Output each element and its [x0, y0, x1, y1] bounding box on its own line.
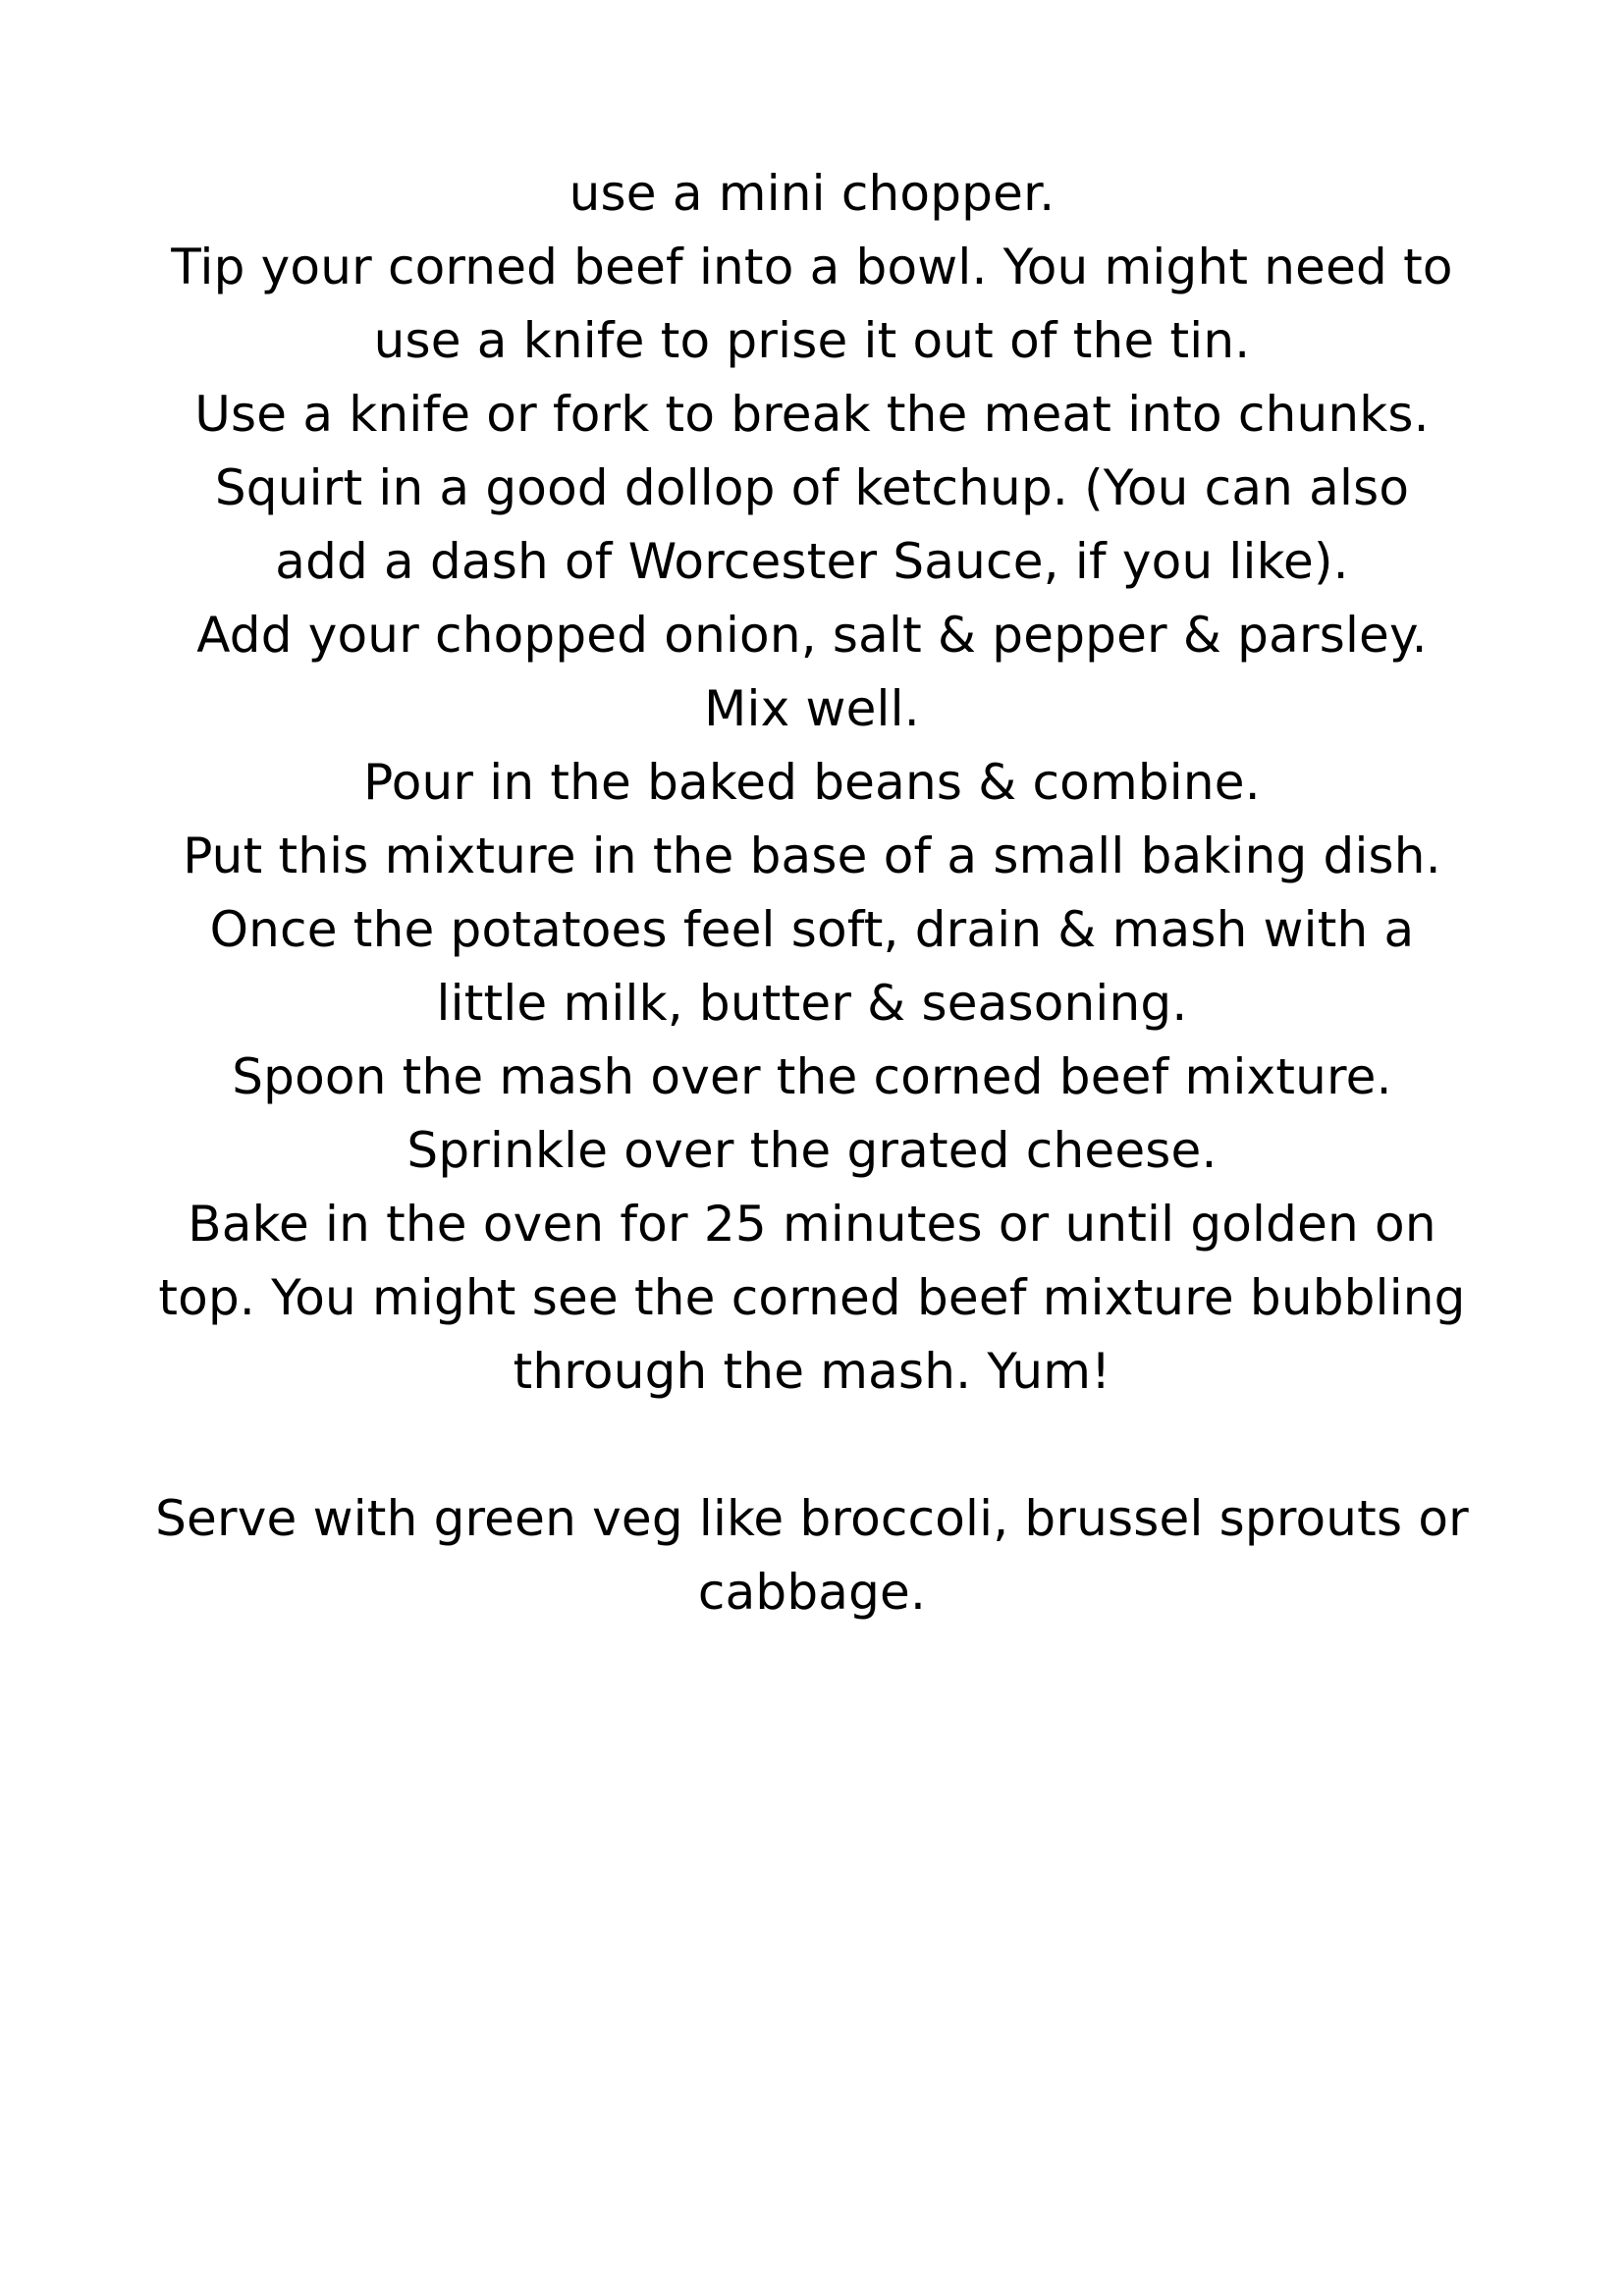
method-line: Sprinkle over the grated cheese.: [406, 1122, 1218, 1179]
method-line: Tip your corned beef into a bowl. You might need to: [171, 239, 1453, 295]
method-line: Use a knife or fork to break the meat into chunks.: [194, 386, 1430, 443]
method-line: use a knife to prise it out of the tin.: [373, 312, 1251, 369]
serving-suggestion-line: Serve with green veg like broccoli, brussel sprouts or: [155, 1490, 1469, 1547]
method-line: Pour in the baked beans & combine.: [363, 754, 1261, 811]
method-line: through the mash. Yum!: [513, 1343, 1111, 1400]
method-line: little milk, butter & seasoning.: [436, 975, 1188, 1032]
method-line: Spoon the mash over the corned beef mixture.: [232, 1048, 1392, 1105]
method-line: Put this mixture in the base of a small baking dish.: [183, 828, 1441, 884]
method-line: Once the potatoes feel soft, drain & mash with a: [209, 901, 1415, 958]
method-line: top. You might see the corned beef mixture bubbling: [158, 1269, 1466, 1326]
serving-suggestion-line: cabbage.: [697, 1564, 927, 1621]
method-line: Bake in the oven for 25 minutes or until golden on: [188, 1196, 1436, 1253]
paragraph-gap: [118, 1409, 1506, 1482]
method-line: Add your chopped onion, salt & pepper & parsley.: [196, 607, 1428, 664]
method-line: Squirt in a good dollop of ketchup. (You can also: [214, 459, 1410, 516]
method-line: Mix well.: [704, 680, 920, 737]
method-line: use a mini chopper.: [568, 165, 1056, 222]
method-line: add a dash of Worcester Sauce, if you like).: [275, 533, 1349, 590]
recipe-method-text: [118, 157, 1506, 1629]
